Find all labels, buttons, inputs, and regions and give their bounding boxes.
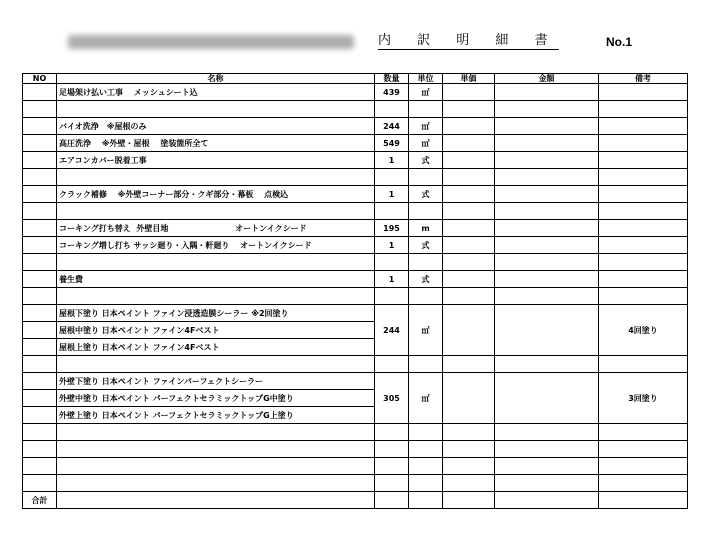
table-row <box>23 458 688 475</box>
item-name: エアコンカバー脱着工事 <box>57 152 375 169</box>
item-qty: 549 <box>375 135 409 152</box>
roof-note: 4回塗り <box>599 305 688 356</box>
wall-unit: ㎡ <box>409 373 443 424</box>
wall-line-2: 外壁中塗り 日本ペイント パーフェクトセラミックトップG中塗り <box>57 390 375 407</box>
item-qty: 244 <box>375 118 409 135</box>
col-header-unit: 単位 <box>409 74 443 84</box>
col-header-unit-price: 単価 <box>443 74 495 84</box>
item-qty: 1 <box>375 186 409 203</box>
blurred-company-name <box>68 35 354 49</box>
item-unit: ㎡ <box>409 135 443 152</box>
col-header-remarks: 備考 <box>599 74 688 84</box>
table-row <box>23 271 688 288</box>
roof-unit: ㎡ <box>409 305 443 356</box>
item-qty: 439 <box>375 84 409 101</box>
wall-note: 3回塗り <box>599 373 688 424</box>
roof-line-3: 屋根上塗り 日本ペイント ファイン4Fベスト <box>57 339 375 356</box>
item-qty: 195 <box>375 220 409 237</box>
table-row <box>23 169 688 186</box>
table-row <box>23 305 688 322</box>
table-row <box>23 373 688 390</box>
item-unit: ㎡ <box>409 84 443 101</box>
wall-line-3: 外壁上塗り 日本ペイント パーフェクトセラミックトップG上塗り <box>57 407 375 424</box>
item-name: コーキング打ち替え 外壁目地 オートンイクシード <box>57 220 375 237</box>
table-row <box>23 152 688 169</box>
table-row <box>23 237 688 254</box>
table-row <box>23 118 688 135</box>
roof-line-2: 屋根中塗り 日本ペイント ファイン4Fベスト <box>57 322 375 339</box>
item-name: クラック補修 ※外壁コーナー部分・クギ部分・幕板 点検込 <box>57 186 375 203</box>
table-row <box>23 203 688 220</box>
page-number: No.1 <box>606 35 633 49</box>
item-unit: 式 <box>409 237 443 254</box>
item-qty: 1 <box>375 271 409 288</box>
total-row <box>23 492 688 509</box>
item-unit: 式 <box>409 186 443 203</box>
table-row <box>23 441 688 458</box>
item-name: バイオ洗浄 ※屋根のみ <box>57 118 375 135</box>
roof-qty: 244 <box>375 305 409 356</box>
item-name: 足場架け払い工事 メッシュシート込 <box>57 84 375 101</box>
col-header-amount: 金額 <box>495 74 599 84</box>
total-label: 合計 <box>23 492 57 509</box>
table-row <box>23 288 688 305</box>
document-title: 内 訳 明 細 書 <box>378 33 559 48</box>
table-row <box>23 101 688 118</box>
item-qty: 1 <box>375 152 409 169</box>
wall-line-1: 外壁下塗り 日本ペイント ファインパーフェクトシーラー <box>57 373 375 390</box>
table-row <box>23 356 688 373</box>
wall-qty: 305 <box>375 373 409 424</box>
item-unit: 式 <box>409 152 443 169</box>
item-qty: 1 <box>375 237 409 254</box>
breakdown-table <box>22 73 688 509</box>
item-unit: m <box>409 220 443 237</box>
item-unit: ㎡ <box>409 118 443 135</box>
col-header-qty: 数量 <box>375 74 409 84</box>
table-row <box>23 84 688 101</box>
table-row <box>23 475 688 492</box>
roof-line-1: 屋根下塗り 日本ペイント ファイン浸透造膜シーラー ※2回塗り <box>57 305 375 322</box>
table-row <box>23 424 688 441</box>
table-row <box>23 254 688 271</box>
item-unit: 式 <box>409 271 443 288</box>
col-header-name: 名称 <box>57 74 375 84</box>
item-name: コーキング増し打ち サッシ廻り・入隅・軒廻り オートンイクシード <box>57 237 375 254</box>
table-row <box>23 135 688 152</box>
table-row <box>23 186 688 203</box>
item-name: 高圧洗浄 ※外壁・屋根 塗装箇所全て <box>57 135 375 152</box>
header-row <box>23 74 688 84</box>
item-name: 養生費 <box>57 271 375 288</box>
col-header-no: NO <box>23 74 57 84</box>
table-row <box>23 220 688 237</box>
